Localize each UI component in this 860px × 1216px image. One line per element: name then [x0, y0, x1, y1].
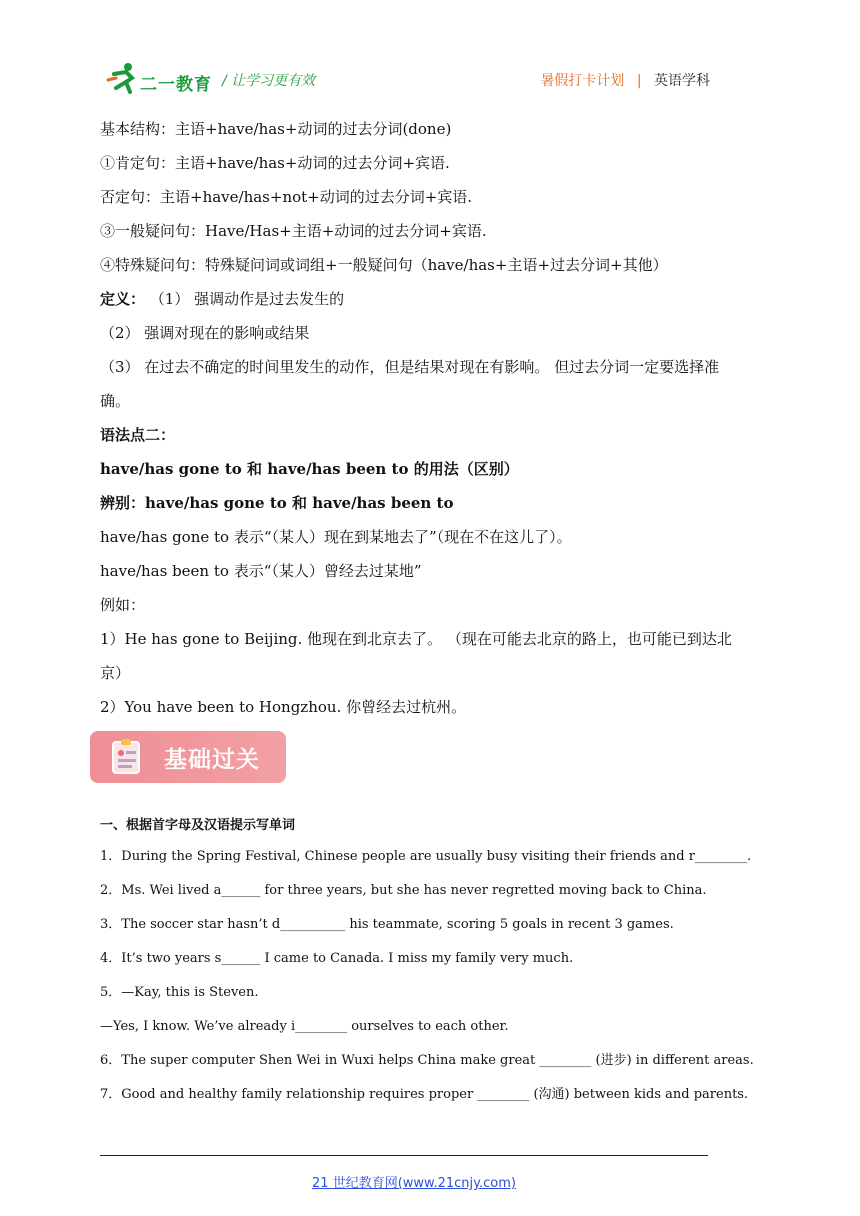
exercise-item: —Yes, I know. We’ve already i________ ourselves to each other. — [100, 1019, 509, 1034]
footer-divider — [100, 1155, 708, 1156]
exercise-item: 4．It’s two years s______ I came to Canada. I miss my family very much. — [100, 951, 574, 966]
gone-to-line: have/has gone to 表示“（某人）现在到某地去了”（现在不在这儿了）。 — [100, 528, 572, 546]
slogan: / 让学习更有效 — [222, 73, 316, 89]
section-banner — [90, 731, 286, 783]
exercise-item: 1．During the Spring Festival, Chinese people are usually busy visiting their friends and r________. — [100, 849, 752, 864]
exercise-item: 5．—Kay, this is Steven. — [100, 985, 259, 1000]
negative-line: 否定句：主语+have/has+not+动词的过去分词+宾语. — [100, 188, 473, 206]
header-right — [540, 70, 710, 90]
affirmative-line: ①肯定句：主语+have/has+动词的过去分词+宾语. — [100, 154, 450, 172]
distinguish-line: 辨别：have/has gone to 和 have/has been to — [100, 494, 454, 512]
definition-2: （2） 强调对现在的影响或结果 — [100, 324, 310, 342]
example-1: 1）He has gone to Beijing. 他现在到北京去了。 （现在可能去北京的路上，也可能已到达北京） — [100, 630, 732, 682]
point2-heading: have/has gone to 和 have/has been to 的用法（区别） — [100, 460, 519, 478]
exercise-section — [100, 812, 754, 1112]
logo — [106, 62, 216, 98]
example-2: 2）You have been to Hongzhou. 你曾经去过杭州。 — [100, 698, 467, 716]
clipboard-icon — [110, 738, 144, 776]
running-man-icon — [106, 62, 140, 96]
grammar-section — [100, 112, 740, 724]
exercise-item: 6．The super computer Shen Wei in Wuxi helps China make great ________ (进步) in different areas. — [100, 1053, 754, 1068]
definition-line — [100, 282, 740, 316]
wh-question-line: ④特殊疑问句：特殊疑问词或词组+一般疑问句（have/has+主语+过去分词+其他） — [100, 256, 668, 274]
banner-title: 基础过关 — [164, 747, 260, 773]
yes-no-question-line: ③一般疑问句：Have/Has+主语+动词的过去分词+宾语. — [100, 222, 487, 240]
definition-3: （3） 在过去不确定的时间里发生的动作，但是结果对现在有影响。 但过去分词一定要选择准确。 — [100, 358, 720, 410]
page-header — [0, 0, 860, 100]
definition-1: （1） 强调动作是过去发生的 — [149, 290, 345, 308]
point2-title: 语法点二： — [100, 426, 176, 444]
header-separator: | — [636, 73, 642, 89]
exercise-title: 一、根据首字母及汉语提示写单词 — [100, 818, 296, 833]
example-label: 例如： — [100, 596, 146, 614]
subject-label: 英语学科 — [654, 73, 710, 89]
footer-link[interactable]: 21 世纪教育网(www.21cnjy.com) — [312, 1176, 516, 1191]
exercise-item: 7．Good and healthy family relationship requires proper ________ (沟通) between kids and parents. — [100, 1087, 749, 1102]
logo-text: 二一教育 — [140, 75, 212, 95]
structure-line: 基本结构：主语+have/has+动词的过去分词(done) — [100, 120, 452, 138]
been-to-line: have/has been to 表示“（某人）曾经去过某地” — [100, 562, 422, 580]
exercise-item: 2．Ms. Wei lived a______ for three years, but she has never regretted moving back to China. — [100, 883, 707, 898]
exercise-item: 3．The soccer star hasn’t d__________ his teammate, scoring 5 goals in recent 3 games. — [100, 917, 674, 932]
plan-label: 暑假打卡计划 — [540, 73, 625, 89]
definition-label: 定义： — [100, 290, 146, 308]
